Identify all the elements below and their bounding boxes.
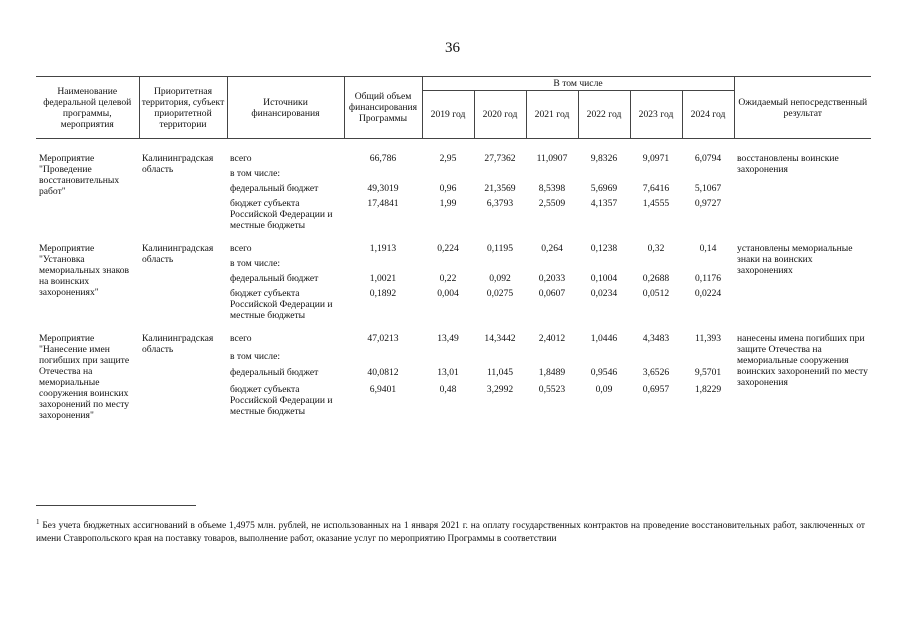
- header-year: 2022 год: [578, 91, 630, 139]
- cell-result: установлены мемориальные знаки на воинских захоронениях: [737, 243, 853, 276]
- cell-year-value: 2,95: [439, 153, 457, 164]
- cell-year-value: 0,1176: [695, 273, 722, 284]
- cell-total: 49,3019: [367, 183, 399, 194]
- header-territory: Приоритетная территория, субъект приоритетной территории: [139, 77, 227, 139]
- cell-source: бюджет субъекта Российской Федерации и местные бюджеты: [230, 383, 333, 417]
- page-number: 36: [445, 40, 460, 56]
- cell-result: нанесены имена погибших при защите Отечества на мемориальные сооружения воинских захоронений по месту захоронения: [737, 333, 868, 388]
- cell-year-value: 0,264: [541, 243, 563, 254]
- cell-total: 1,0021: [369, 273, 397, 284]
- cell-result: восстановлены воинские захоронения: [737, 153, 839, 175]
- cell-year-value: 0,224: [437, 243, 459, 254]
- cell-year-value: [422, 166, 474, 181]
- cell-year-value: 9,8326: [590, 153, 618, 164]
- cell-year-value: 2,4012: [538, 333, 566, 344]
- cell-year-value: 21,3569: [484, 183, 516, 194]
- cell-year-value: 0,2688: [642, 273, 670, 284]
- cell-total: [344, 166, 422, 181]
- header-year: 2020 год: [474, 91, 526, 139]
- cell-year-value: 11,393: [695, 333, 722, 344]
- cell-year-value: 5,6969: [590, 183, 618, 194]
- header-year: 2021 год: [526, 91, 578, 139]
- cell-source: бюджет субъекта Российской Федерации и местные бюджеты: [230, 288, 333, 321]
- cell-year-value: 9,0971: [642, 153, 670, 164]
- cell-total: 1,1913: [369, 243, 397, 254]
- program-funding-table: [36, 76, 871, 423]
- cell-year-value: [526, 256, 578, 271]
- cell-year-value: 6,0794: [694, 153, 722, 164]
- header-sources: Источники финансирования: [227, 77, 344, 139]
- cell-year-value: [422, 349, 474, 366]
- cell-year-value: 1,0446: [590, 333, 618, 344]
- cell-year-value: 9,5701: [694, 367, 722, 379]
- cell-total: 66,786: [369, 153, 397, 164]
- cell-year-value: 5,1067: [694, 183, 722, 194]
- cell-year-value: 2,5509: [538, 198, 566, 209]
- header-result: Ожидаемый непосредственный результат: [734, 77, 871, 139]
- cell-source: в том числе:: [230, 258, 281, 269]
- cell-year-value: 0,092: [489, 273, 511, 284]
- cell-year-value: 0,2033: [538, 273, 566, 284]
- cell-year-value: [630, 256, 682, 271]
- cell-year-value: 0,22: [439, 273, 457, 284]
- cell-year-value: [630, 349, 682, 366]
- cell-year-value: 13,49: [437, 333, 459, 344]
- cell-source: федеральный бюджет: [230, 367, 319, 379]
- header-year: 2024 год: [682, 91, 734, 139]
- cell-total: [344, 349, 422, 366]
- cell-total: 40,0812: [367, 367, 399, 379]
- cell-total: 47,0213: [367, 333, 399, 344]
- cell-year-value: [578, 349, 630, 366]
- cell-source: в том числе:: [230, 168, 281, 179]
- cell-measure-name: Мероприятие "Установка мемориальных знаков на воинских захоронениях": [39, 243, 130, 298]
- cell-total: 6,9401: [369, 383, 397, 395]
- cell-territory: Калининградская область: [142, 243, 214, 265]
- header-total: Общий объем финансирования Программы: [344, 77, 422, 139]
- cell-year-value: 0,0512: [642, 288, 670, 299]
- cell-year-value: 11,045: [486, 367, 514, 379]
- cell-year-value: 1,8229: [694, 383, 722, 395]
- header-year: 2023 год: [630, 91, 682, 139]
- cell-year-value: 0,9546: [590, 367, 618, 379]
- cell-year-value: [422, 256, 474, 271]
- cell-year-value: 3,2992: [486, 383, 514, 395]
- footnote-text: Без учета бюджетных ассигнований в объеме 1,4975 млн. рублей, не использованных на 1 января 2021 г. на оплату государственных контрактов на проведение восстановительных работ, заключенных от имени Ставропольского края на поставку товаров, выполнение работ, оказание услуг по мероприятию Программы в соответствии: [36, 521, 865, 544]
- cell-year-value: [474, 256, 526, 271]
- cell-year-value: 1,99: [439, 198, 457, 209]
- header-name: Наименование федеральной целевой программы, мероприятия: [36, 77, 139, 139]
- cell-year-value: 13,01: [437, 367, 459, 379]
- cell-total: 0,1892: [369, 288, 397, 299]
- cell-year-value: 0,0275: [486, 288, 514, 299]
- cell-year-value: 0,6957: [642, 383, 670, 395]
- cell-year-value: 0,1238: [590, 243, 618, 254]
- table-row: [36, 139, 871, 167]
- cell-year-value: 11,0907: [536, 153, 568, 164]
- header-year: 2019 год: [422, 91, 474, 139]
- footnote: [36, 516, 865, 545]
- cell-year-value: 0,32: [647, 243, 665, 254]
- cell-year-value: 27,7362: [484, 153, 516, 164]
- cell-year-value: [630, 166, 682, 181]
- cell-year-value: 7,6416: [642, 183, 670, 194]
- cell-year-value: 0,09: [595, 383, 613, 395]
- cell-year-value: [578, 256, 630, 271]
- cell-total: 17,4841: [367, 198, 399, 209]
- cell-year-value: 3,6526: [642, 367, 670, 379]
- cell-year-value: 8,5398: [538, 183, 566, 194]
- cell-year-value: 4,1357: [590, 198, 618, 209]
- cell-year-value: 0,96: [439, 183, 457, 194]
- table-body: [36, 139, 871, 424]
- cell-year-value: [682, 256, 734, 271]
- cell-year-value: 0,5523: [538, 383, 566, 395]
- cell-year-value: 0,0224: [694, 288, 722, 299]
- cell-year-value: [474, 166, 526, 181]
- cell-year-value: [682, 166, 734, 181]
- cell-year-value: [578, 166, 630, 181]
- cell-year-value: [682, 349, 734, 366]
- cell-year-value: 4,3483: [642, 333, 670, 344]
- cell-source: бюджет субъекта Российской Федерации и местные бюджеты: [230, 198, 333, 231]
- cell-source: всего: [230, 333, 252, 344]
- cell-year-value: 6,3793: [486, 198, 514, 209]
- cell-total: [344, 256, 422, 271]
- cell-year-value: 0,0234: [590, 288, 618, 299]
- cell-source: федеральный бюджет: [230, 273, 319, 284]
- footnote-separator: [36, 505, 196, 506]
- cell-year-value: 0,9727: [694, 198, 722, 209]
- cell-source: федеральный бюджет: [230, 183, 319, 194]
- cell-year-value: [474, 349, 526, 366]
- cell-year-value: 0,0607: [538, 288, 566, 299]
- cell-territory: Калининградская область: [142, 333, 214, 355]
- cell-year-value: 0,1004: [590, 273, 618, 284]
- cell-territory: Калининградская область: [142, 153, 214, 175]
- cell-measure-name: Мероприятие "Нанесение имен погибших при защите Отечества на мемориальные сооружения воинских захоронений по месту захоронения": [39, 333, 130, 421]
- cell-year-value: 1,4555: [642, 198, 670, 209]
- cell-source: всего: [230, 243, 252, 254]
- table-row: [36, 233, 871, 256]
- cell-year-value: 14,3442: [484, 333, 516, 344]
- cell-source: всего: [230, 153, 252, 164]
- cell-year-value: 0,004: [437, 288, 459, 299]
- cell-year-value: 0,1195: [486, 243, 514, 254]
- cell-year-value: [526, 349, 578, 366]
- cell-year-value: 1,8489: [538, 367, 566, 379]
- cell-source: в том числе:: [230, 350, 281, 362]
- cell-year-value: 0,14: [699, 243, 717, 254]
- table-row: [36, 323, 871, 349]
- header-including: В том числе: [422, 77, 734, 91]
- cell-measure-name: Мероприятие "Проведение восстановительных работ": [39, 153, 120, 197]
- cell-year-value: 0,48: [439, 383, 457, 395]
- footnote-marker: 1: [36, 518, 40, 526]
- cell-year-value: [526, 166, 578, 181]
